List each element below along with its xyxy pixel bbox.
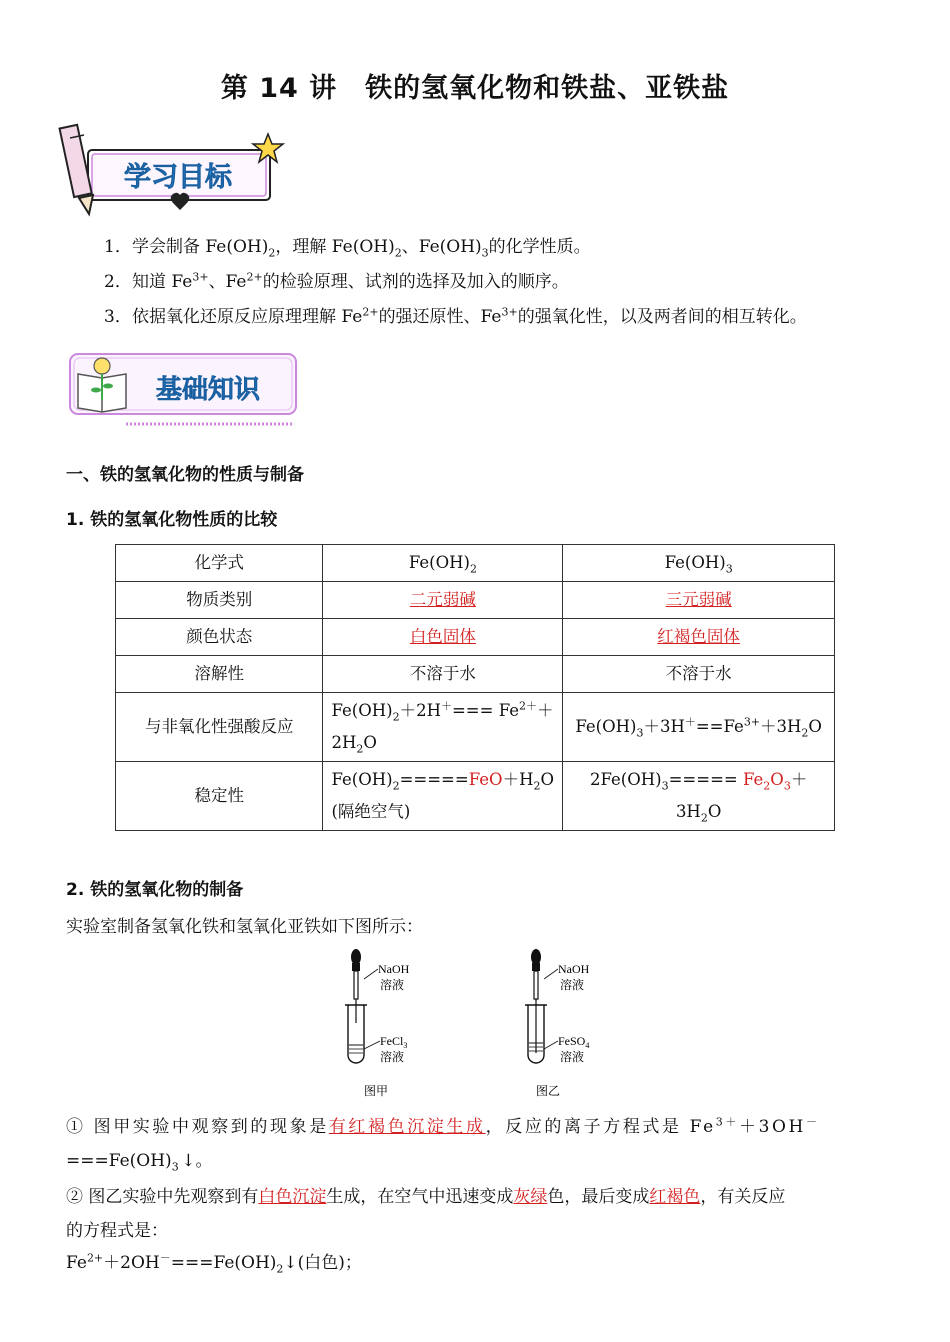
goal-list xyxy=(104,232,904,337)
table-row: 稳定性 $Fe(OH)_2=====FeO+H_2O$ (隔绝空气) $2Fe(OH)_3===== Fe_2O_3+3H_2O$ xyxy=(116,762,835,831)
basic-knowledge-banner xyxy=(66,350,300,430)
svg-text:NaOH: NaOH xyxy=(558,962,590,976)
table-row: 物质类别 二元弱碱 三元弱碱 xyxy=(116,582,835,619)
table-row: 化学式 $Fe(OH)_2$ $Fe(OH)_3$ xyxy=(116,545,835,582)
right-caption: 图乙 xyxy=(536,1084,561,1098)
left-caption: 图甲 xyxy=(364,1084,389,1098)
table-row: 颜色状态 白色固体 红褐色固体 xyxy=(116,619,835,656)
dropper-left-icon xyxy=(351,949,361,1023)
goal-item: 1．学会制备 $Fe(OH)_2$，理解 $Fe(OH)_2$、$Fe(OH)_3$的化学性质。 xyxy=(104,237,591,260)
observation-1: ① 图甲实验中观察到的现象是有红褐色沉淀生成，反应的离子方程式是 $Fe^{3+}+3OH^-$ $===Fe(OH)_3↓$。 xyxy=(66,1115,820,1174)
subsection-heading: 1. 铁的氢氧化物性质的比较 xyxy=(66,510,278,530)
page-title: 第 14 讲 铁的氢氧化物和铁盐、亚铁盐 xyxy=(220,73,730,104)
section-heading: 一、铁的氢氧化物的性质与制备 xyxy=(66,465,304,485)
banner-goals-text: 学习目标 xyxy=(124,162,232,193)
svg-text:FeCl3: FeCl$_3$ xyxy=(380,1034,408,1050)
equation-line: $Fe^{2+}+2OH^-===Fe(OH)_2↓$(白色)； xyxy=(66,1251,362,1276)
intro-text: 实验室制备氢氧化铁和氢氧化亚铁如下图所示： xyxy=(66,917,423,937)
observation-2: ② 图乙实验中先观察到有白色沉淀生成，在空气中迅速变成灰绿色，最后变成红褐色，有关反应 的方程式是： xyxy=(66,1187,786,1241)
svg-text:溶液: 溶液 xyxy=(380,1050,405,1064)
svg-text:NaOH: NaOH xyxy=(378,962,410,976)
heart-icon xyxy=(171,193,190,210)
svg-text:FeSO4: FeSO$_4$ xyxy=(558,1034,590,1050)
apparatus-figure xyxy=(330,945,620,1109)
svg-text:溶液: 溶液 xyxy=(560,978,585,992)
dropper-right-icon xyxy=(531,949,541,1053)
subsection-heading: 2. 铁的氢氧化物的制备 xyxy=(66,880,244,900)
comparison-table xyxy=(115,544,835,831)
goal-item: 2．知道 $Fe^{3+}$、$Fe^{2+}$的检验原理、试剂的选择及加入的顺序。 xyxy=(104,270,569,292)
svg-text:溶液: 溶液 xyxy=(560,1050,585,1064)
learning-goals-banner xyxy=(58,118,288,222)
goal-item: 3．依据氧化还原反应原理理解 $Fe^{2+}$的强还原性、$Fe^{3+}$的强氧化性，以及两者间的相互转化。 xyxy=(104,305,807,327)
table-row: 与非氧化性强酸反应 $Fe(OH)_2+2H^+=== Fe^{2+}+$ $2H_2O$ $Fe(OH)_3+3H^+==Fe^{3+}+3H_2O$ xyxy=(116,693,835,762)
svg-text:溶液: 溶液 xyxy=(380,978,405,992)
banner-knowledge-text: 基础知识 xyxy=(155,375,261,405)
table-row: 溶解性 不溶于水 不溶于水 xyxy=(116,656,835,693)
